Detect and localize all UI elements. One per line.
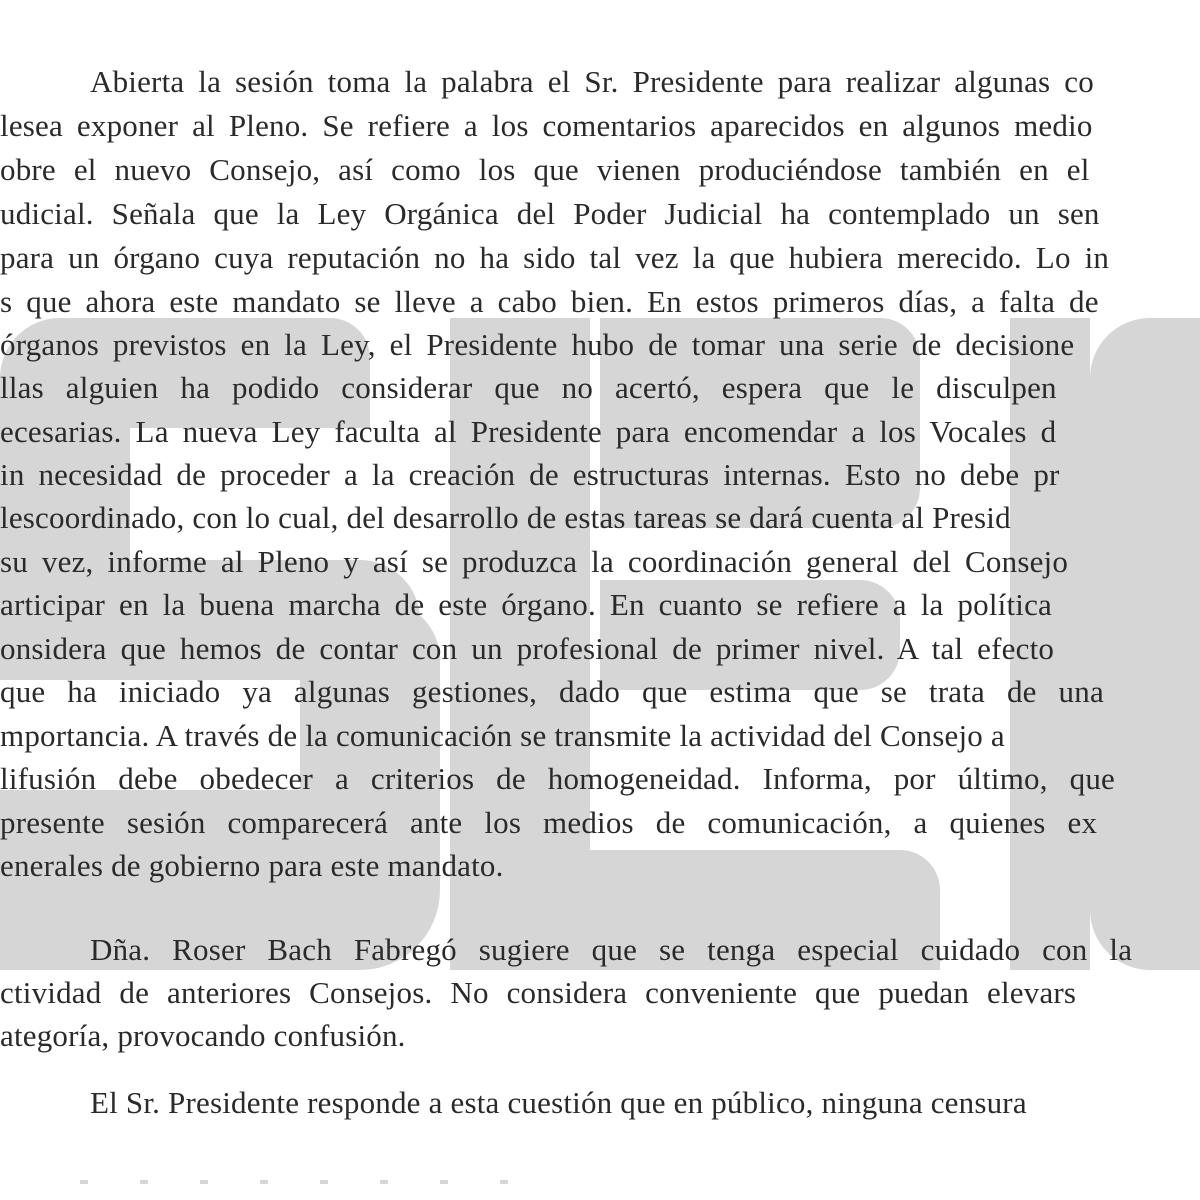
text-line: onsidera que hemos de contar con un profesional de primer nivel. A tal efecto: [0, 631, 1055, 666]
text-line: lesea exponer al Pleno. Se refiere a los comentarios aparecidos en algunos medio: [0, 108, 1093, 143]
text-line: obre el nuevo Consejo, así como los que vienen produciéndose también en el: [0, 152, 1090, 187]
text-line: mportancia. A través de la comunicación se transmite la actividad del Consejo a: [0, 718, 1005, 753]
text-line: para un órgano cuya reputación no ha sido tal vez la que hubiera merecido. Lo in: [0, 240, 1110, 275]
text-line: ctividad de anteriores Consejos. No considera conveniente que puedan elevars: [0, 975, 1077, 1010]
text-line: lescoordinado, con lo cual, del desarrollo de estas tareas se dará cuenta al Presid: [0, 500, 1011, 535]
text-line: udicial. Señala que la Ley Orgánica del Poder Judicial ha contemplado un sen: [0, 196, 1100, 231]
text-line: Abierta la sesión toma la palabra el Sr. Presidente para realizar algunas co: [90, 64, 1094, 99]
text-line: s que ahora este mandato se lleve a cabo bien. En estos primeros días, a falta de: [0, 284, 1099, 319]
text-line: Dña. Roser Bach Fabregó sugiere que se tenga especial cuidado con la: [90, 932, 1133, 967]
text-line: lifusión debe obedecer a criterios de homogeneidad. Informa, por último, que: [0, 761, 1116, 796]
text-line: llas alguien ha podido considerar que no acertó, espera que le disculpen: [0, 370, 1057, 405]
text-line: enerales de gobierno para este mandato.: [0, 848, 504, 883]
text-line: ategoría, provocando confusión.: [0, 1018, 406, 1053]
text-line: su vez, informe al Pleno y así se produzca la coordinación general del Consejo: [0, 544, 1069, 579]
cut-off-next-line: [80, 1180, 520, 1184]
text-line: presente sesión comparecerá ante los medios de comunicación, a quienes ex: [0, 805, 1098, 840]
text-line: in necesidad de proceder a la creación de estructuras internas. Esto no debe pr: [0, 457, 1060, 492]
text-line: ecesarias. La nueva Ley faculta al Presidente para encomendar a los Vocales d: [0, 414, 1057, 449]
text-line: órganos previstos en la Ley, el Presidente hubo de tomar una serie de decisione: [0, 327, 1075, 362]
text-line: articipar en la buena marcha de este órgano. En cuanto se refiere a la política: [0, 587, 1053, 622]
text-line: El Sr. Presidente responde a esta cuestión que en público, ninguna censura: [90, 1085, 1027, 1120]
text-line: que ha iniciado ya algunas gestiones, dado que estima que se trata de una: [0, 674, 1104, 709]
